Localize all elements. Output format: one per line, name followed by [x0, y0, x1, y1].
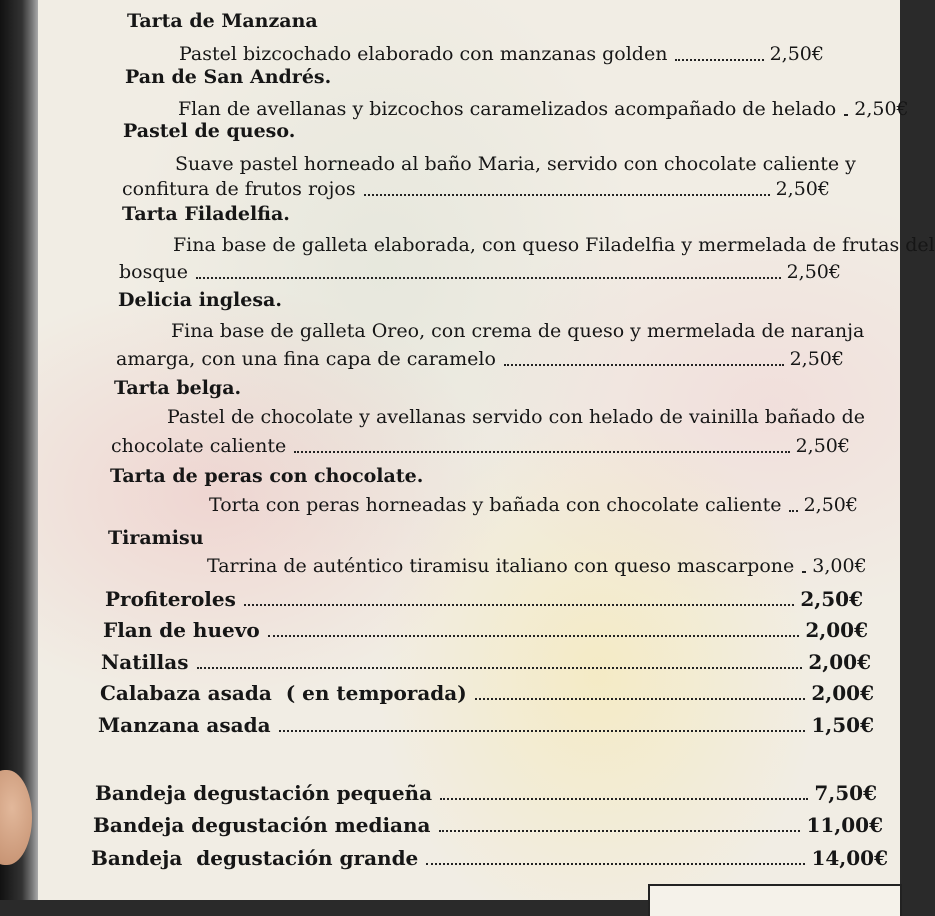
dessert-menu-page [38, 0, 935, 900]
item-name: Bandeja degustación mediana [93, 813, 431, 837]
item-name: Tarta Filadelfia. [122, 203, 290, 225]
item-price: 2,50€ [769, 43, 824, 65]
item-name: Delicia inglesa. [118, 289, 282, 311]
item-name: Tarta belga. [114, 377, 242, 399]
item-description: Fina base de galleta elaborada, con queso Filadelfia y mermelada de frutas del [173, 234, 935, 256]
item-description: Tarrina de auténtico tiramisu italiano con queso mascarpone [207, 555, 795, 577]
dot-leader [789, 510, 797, 512]
menu-line [101, 652, 871, 672]
menu-line [178, 98, 909, 120]
item-name: Tiramisu [108, 527, 204, 549]
dot-leader [268, 635, 800, 637]
item-name: Pan de San Andrés. [125, 66, 332, 88]
menu-line [105, 589, 863, 609]
item-description: Suave pastel horneado al baño Maria, servido con chocolate caliente y [175, 153, 856, 175]
menu-line [93, 815, 883, 835]
item-price: 2,50€ [786, 261, 841, 283]
item-description: Pastel de chocolate y avellanas servido con helado de vainilla bañado de [167, 406, 866, 428]
menu-line [98, 715, 874, 735]
item-description: chocolate caliente [111, 435, 287, 457]
item-description: confitura de frutos rojos [122, 178, 356, 200]
item-price: 1,50€ [811, 713, 874, 737]
menu-line [119, 263, 841, 282]
menu-line [116, 350, 844, 369]
dot-leader [802, 571, 806, 573]
menu-line [100, 683, 874, 703]
item-price: 2,00€ [808, 650, 871, 674]
item-description: Flan de avellanas y bizcochos caramelizados acompañado de helado [178, 98, 837, 120]
item-name: Flan de huevo [103, 618, 260, 642]
menu-line [95, 783, 877, 803]
item-description: Pastel bizcochado elaborado con manzanas golden [179, 43, 668, 65]
item-price: 2,50€ [803, 494, 858, 516]
dot-leader [364, 194, 770, 196]
dot-leader [279, 730, 806, 732]
item-price: 2,50€ [795, 435, 850, 457]
item-name: Profiteroles [105, 587, 236, 611]
item-description: bosque [119, 261, 188, 283]
item-description: Fina base de galleta Oreo, con crema de queso y mermelada de naranja [171, 320, 865, 342]
menu-line [209, 496, 858, 515]
dot-leader [439, 830, 801, 832]
menu-line [91, 848, 888, 868]
item-price: 14,00€ [811, 846, 888, 870]
dot-leader [675, 59, 763, 61]
dot-leader [475, 698, 806, 700]
dot-leader [197, 667, 803, 669]
item-name: Bandeja degustación pequeña [95, 781, 433, 805]
item-price: 2,00€ [805, 618, 868, 642]
item-price: 2,50€ [854, 98, 909, 120]
item-price: 7,50€ [814, 781, 877, 805]
item-name: Pastel de queso. [123, 120, 296, 142]
item-description: Torta con peras horneadas y bañada con chocolate caliente [209, 494, 782, 516]
item-price: 11,00€ [806, 813, 883, 837]
dot-leader [440, 798, 808, 800]
item-price: 2,50€ [789, 348, 844, 370]
menu-line [207, 555, 867, 577]
dot-leader [504, 364, 784, 366]
dot-leader [294, 451, 789, 453]
item-name: Tarta de peras con chocolate. [110, 465, 424, 487]
item-name: Tarta de Manzana [127, 10, 318, 32]
menu-line [122, 180, 830, 199]
menu-line [179, 45, 824, 64]
menu-binder-edge [0, 0, 40, 900]
cut-off-box [648, 884, 902, 916]
menu-line [111, 437, 850, 456]
item-price: 2,00€ [811, 681, 874, 705]
item-name: Calabaza asada ( en temporada) [100, 681, 467, 705]
item-description: amarga, con una fina capa de caramelo [116, 348, 496, 370]
item-name: Bandeja degustación grande [91, 846, 419, 870]
dot-leader [196, 277, 781, 279]
dot-leader [244, 604, 794, 606]
menu-line [103, 620, 868, 640]
item-name: Manzana asada [98, 713, 271, 737]
item-price: 2,50€ [775, 178, 830, 200]
item-name: Natillas [101, 650, 189, 674]
item-price: 2,50€ [800, 587, 863, 611]
dot-leader [844, 114, 848, 116]
item-price: 3,00€ [812, 555, 867, 577]
dot-leader [426, 863, 805, 865]
